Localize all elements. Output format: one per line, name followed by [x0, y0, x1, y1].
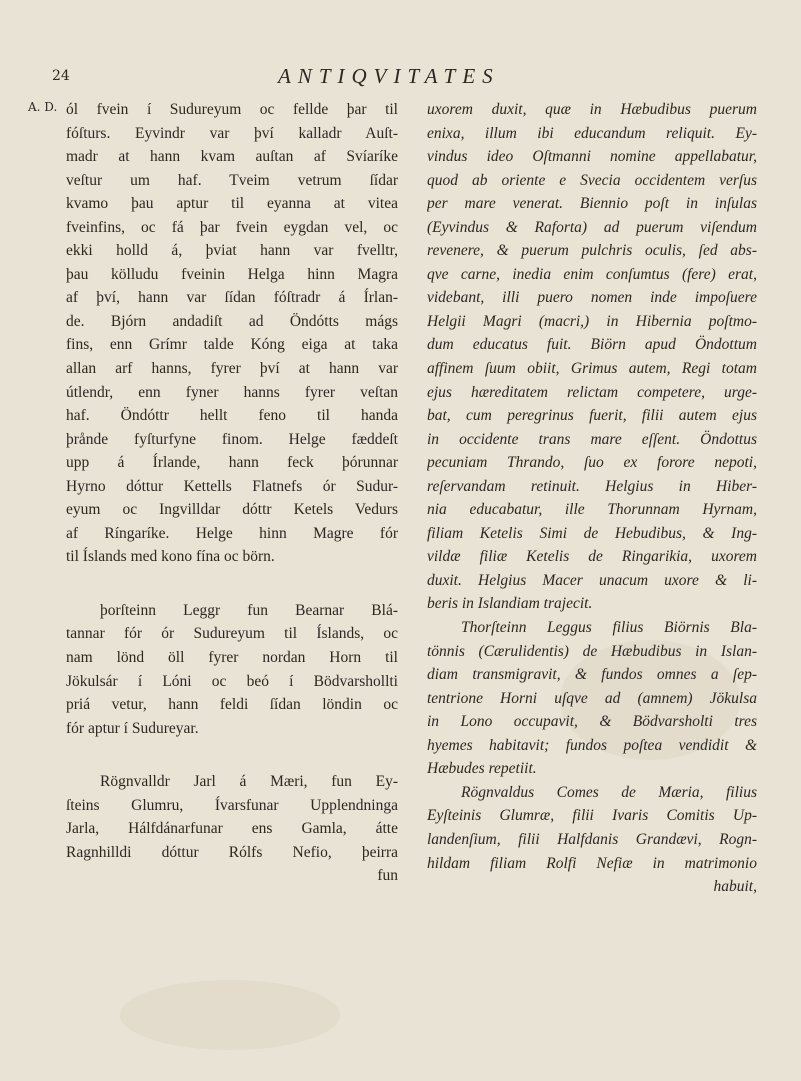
text-line: beris in Islandiam trajecit. — [427, 595, 593, 613]
text-line: habuit, — [713, 878, 757, 896]
text-line: Thorſteinn Leggus filius Biörnis Bla- — [461, 619, 757, 637]
text-line: til Íslands med kono fína oc börn. — [66, 548, 275, 566]
text-line: þrånde fyſturfyne finom. Helge fæddeſt — [66, 430, 398, 448]
text-line: ekki holld á, þviat hann var fvelltr, — [66, 242, 398, 260]
text-line: tannar fór ór Sudureyum til Íslands, oc — [66, 625, 398, 643]
text-line: vindus ideo Oſtmanni nomine appellabatur, — [427, 148, 757, 166]
text-line: revenere, & puerum pulchris oculis, ſed abs- — [427, 242, 757, 260]
text-line: ól fvein í Sudureyum oc fellde þar til — [66, 101, 398, 118]
text-line: af Ríngaríke. Helge hinn Magre fór — [66, 524, 398, 542]
text-line: upp á Írlande, hann feck þórunnar — [66, 454, 398, 472]
text-line: quod ab oriente e Svecia occidentem verſus — [427, 171, 757, 189]
text-line: fóſturs. Eyvindr var því kalladr Auſt- — [66, 124, 398, 142]
text-line: per mare venerat. Biennio poſt in inſulas — [427, 195, 757, 213]
text-line: in occidente trans mare eſſent. Öndottus — [427, 430, 757, 448]
text-line: qve carne, inedia enim conſumtus (fere) erat, — [427, 265, 757, 283]
text-line: nia educabatur, ille Thorunnam Hyrnam, — [427, 501, 757, 519]
text-line: veſtur um haf. Tveim vetrum ſídar — [66, 171, 398, 189]
text-line: Helgii Magri (macri,) in Hibernia poſtmo- — [427, 312, 757, 330]
text-line: madr at hann kvam auſtan af Svíaríke — [66, 148, 398, 166]
text-line: dum educatus fuit. Biörn apud Öndottum — [427, 336, 757, 354]
text-line: affinem ſuum obiit, Grimus autem, Regi totam — [427, 360, 757, 378]
text-line: nam lönd öll fyrer nordan Horn til — [66, 649, 398, 667]
text-line: diam transmigravit, & fundos omnes a ſep- — [427, 666, 757, 684]
latin-translation-column — [427, 98, 757, 899]
text-line: reſervandam retinuit. Helgius in Hiber- — [427, 477, 757, 495]
page-number: 24 — [52, 68, 70, 84]
text-line: duxit. Helgius Macer unacum uxore & li- — [427, 571, 757, 589]
text-line: útlendr, enn fyner hanns fyrer veſtan — [66, 383, 398, 401]
text-line: Ragnhilldi dóttur Rólfs Nefio, þeirra — [66, 843, 398, 861]
text-line: Jarla, Hálfdánarfunar ens Gamla, átte — [66, 820, 398, 838]
text-line: þau kölludu fveinin Helga hinn Magra — [66, 265, 398, 283]
text-line: kvamo þau aptur til eyanna at vitea — [66, 195, 398, 213]
text-line: priá vetur, hann feldi ſídan löndin oc — [66, 696, 398, 714]
text-line: Rögnvalldr Jarl á Mæri, fun Ey- — [100, 773, 398, 791]
text-line: pecuniam Thrando, ſuo ex forore nepoti, — [427, 454, 757, 472]
margin-note: A. D. — [28, 100, 58, 114]
running-title: ANTIQVITATES — [278, 64, 500, 88]
text-line: vildæ filiæ Ketelis de Ringarikia, uxorem — [427, 548, 757, 566]
text-line: fveinfins, oc fá þar fvein eygdan vel, oc — [66, 218, 398, 236]
text-line: ſteins Glumru, Ívarsfunar Upplendninga — [66, 796, 398, 814]
text-line: haf. Öndóttr hellt feno til handa — [66, 407, 398, 425]
text-line: in Lono occupavit, & Bödvarsholti tres — [427, 713, 757, 731]
paper-stain — [120, 980, 340, 1050]
text-line: landenſium, filii Halfdanis Grandævi, Rogn- — [427, 830, 757, 848]
text-line: Hæbudes repetiit. — [427, 760, 537, 778]
text-line: filiam Ketelis Simi de Hebudibus, & Ing- — [427, 524, 757, 542]
text-line: þorſteinn Leggr fun Bearnar Blá- — [100, 601, 398, 619]
text-line: eyum oc Ingvilldar dóttr Ketels Vedurs — [66, 501, 398, 519]
text-line: allan arf hanns, fyrer því at hann var — [66, 360, 398, 378]
text-line: Rögnvaldus Comes de Mæria, filius — [461, 783, 757, 801]
text-line: tentrione Horni uſqve ad (amnem) Jökulsa — [427, 689, 757, 707]
text-line: hyemes habitavit; fundos poſtea vendidit & — [427, 736, 757, 754]
text-line: fór aptur í Sudureyar. — [66, 719, 199, 737]
text-line: af því, hann var ſídan fóſtradr á Írlan- — [66, 289, 398, 307]
text-line: fun — [377, 867, 398, 885]
text-line: uxorem duxit, quæ in Hæbudibus puerum — [427, 101, 757, 118]
text-line: Hyrno dóttur Kettells Flatnefs ór Sudur- — [66, 477, 398, 495]
text-line: de. Bjórn andadiſt ad Öndótts mágs — [66, 312, 398, 330]
text-line: (Eyvindus & Raforta) ad puerum viſendum — [427, 218, 757, 236]
text-line: fins, enn Grímr talde Kóng eiga at taka — [66, 336, 398, 354]
text-line: Eyſteinis Glumræ, filii Ivaris Comitis Up- — [427, 807, 757, 825]
text-line: tönnis (Cærulidentis) de Hæbudibus in Islan- — [427, 642, 757, 660]
icelandic-text-column — [66, 98, 398, 888]
text-line: Jökulsár í Lóni oc beó í Bödvarshollti — [66, 672, 398, 690]
text-line: ejus hæreditatem relictam competere, urge- — [427, 383, 757, 401]
text-line: hildam filiam Rolfi Nefiæ in matrimonio — [427, 854, 757, 872]
text-line: videbant, illi puero nomen inde impoſuere — [427, 289, 757, 307]
text-line: bat, cum peregrinus fuerit, filii autem ejus — [427, 407, 757, 425]
text-line: enixa, illum ibi educandum reliquit. Ey- — [427, 124, 757, 142]
